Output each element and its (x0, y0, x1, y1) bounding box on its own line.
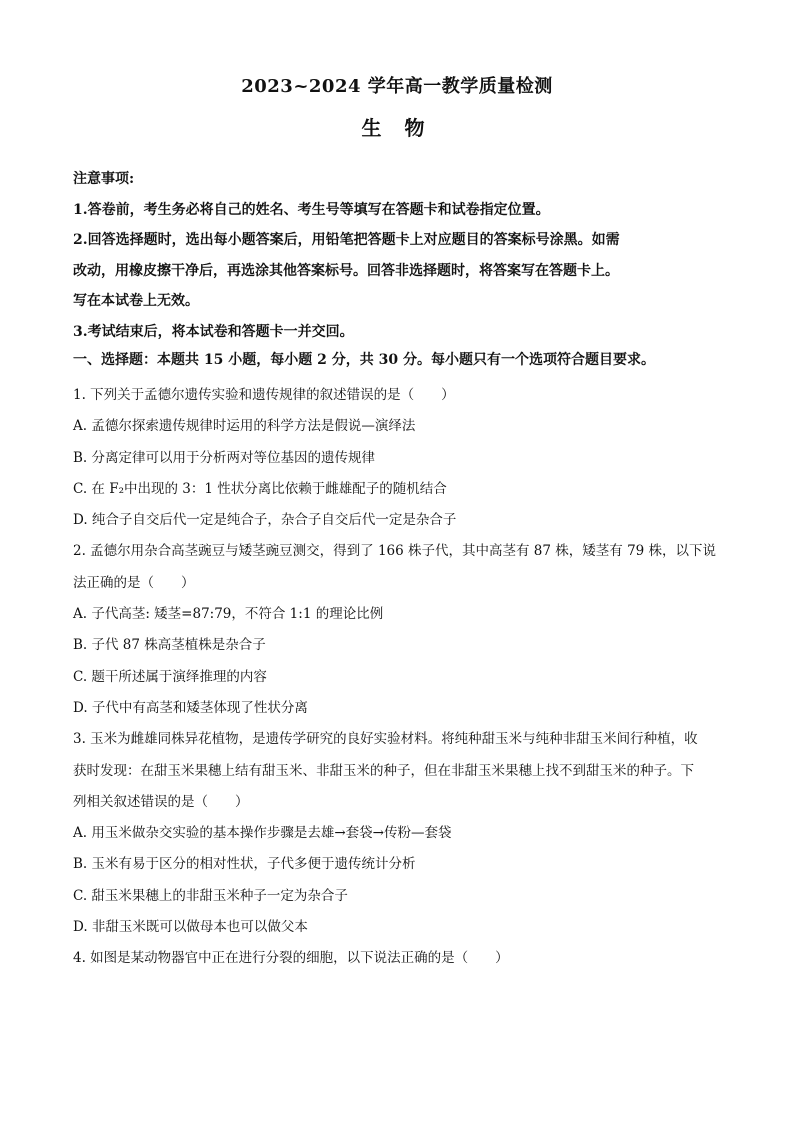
question-stem: 4. 如图是某动物器官中正在进行分裂的细胞，以下说法正确的是（ ） (73, 950, 509, 967)
option-d: D. 非甜玉米既可以做母本也可以做父本 (73, 919, 308, 936)
option-d: D. 子代中有高茎和矮茎体现了性状分离 (73, 699, 308, 716)
option-c: C. 在 F₂中出现的 3：1 性状分离比依赖于雌雄配子的随机结合 (73, 480, 447, 497)
question-stem: 2. 孟德尔用杂合高茎豌豆与矮茎豌豆测交，得到了 166 株子代，其中高茎有 87 株，矮茎有 79 株，以下说 (73, 543, 717, 560)
question-1 (73, 380, 733, 536)
notes-line: 改动，用橡皮擦干净后，再选涂其他答案标号。回答非选择题时，将答案写在答题卡上。 (73, 262, 619, 279)
question-stem: 获时发现：在甜玉米果穗上结有甜玉米、非甜玉米的种子，但在非甜玉米果穗上找不到甜玉米的种子。下 (73, 762, 694, 779)
question-stem: 1. 下列关于孟德尔遗传实验和遗传规律的叙述错误的是（ ） (73, 387, 455, 403)
question-3 (73, 724, 733, 943)
notes-line: 3.考试结束后，将本试卷和答题卡一并交回。 (73, 323, 354, 340)
notes-line: 1.答卷前，考生务必将自己的姓名、考生号等填写在答题卡和试卷指定位置。 (73, 201, 550, 218)
option-d: D. 纯合子自交后代一定是纯合子，杂合子自交后代一定是杂合子 (73, 512, 457, 529)
exam-title: 2023~2024 学年高一教学质量检测 (241, 76, 553, 97)
question-stem: 3. 玉米为雌雄同株异花植物，是遗传学研究的良好实验材料。将纯种甜玉米与纯种非甜玉米间行种植，收 (73, 731, 698, 748)
option-a: A. 用玉米做杂交实验的基本操作步骤是去雄→套袋→传粉—套袋 (73, 825, 452, 842)
option-a: A. 孟德尔探索遗传规律时运用的科学方法是假说—演绎法 (73, 418, 416, 435)
notes-line: 写在本试卷上无效。 (73, 293, 199, 309)
option-a: A. 子代高茎: 矮茎=87:79，不符合 1:1 的理论比例 (73, 606, 384, 623)
question-stem: 列相关叙述错误的是（ ） (73, 793, 249, 810)
option-c: C. 甜玉米果穗上的非甜玉米种子一定为杂合子 (73, 887, 348, 904)
notes-line: 2.回答选择题时，选出每小题答案后，用铅笔把答题卡上对应题目的答案标号涂黑。如需 (73, 232, 620, 248)
option-c: C. 题干所述属于演绎推理的内容 (73, 668, 267, 685)
question-2 (73, 536, 733, 724)
notes-block (73, 164, 723, 347)
question-list (73, 380, 733, 975)
section-heading: 一、选择题：本题共 15 小题，每小题 2 分，共 30 分。每小题只有一个选项符合题目要求。 (73, 352, 655, 368)
option-b: B. 玉米有易于区分的相对性状，子代多便于遗传统计分析 (73, 856, 416, 873)
notes-heading: 注意事项: (73, 171, 135, 187)
option-b: B. 分离定律可以用于分析两对等位基因的遗传规律 (73, 449, 376, 466)
question-4 (73, 943, 733, 974)
subject-title: 生 物 (361, 116, 433, 140)
question-stem: 法正确的是（ ） (73, 574, 195, 591)
option-b: B. 子代 87 株高茎植株是杂合子 (73, 637, 266, 654)
